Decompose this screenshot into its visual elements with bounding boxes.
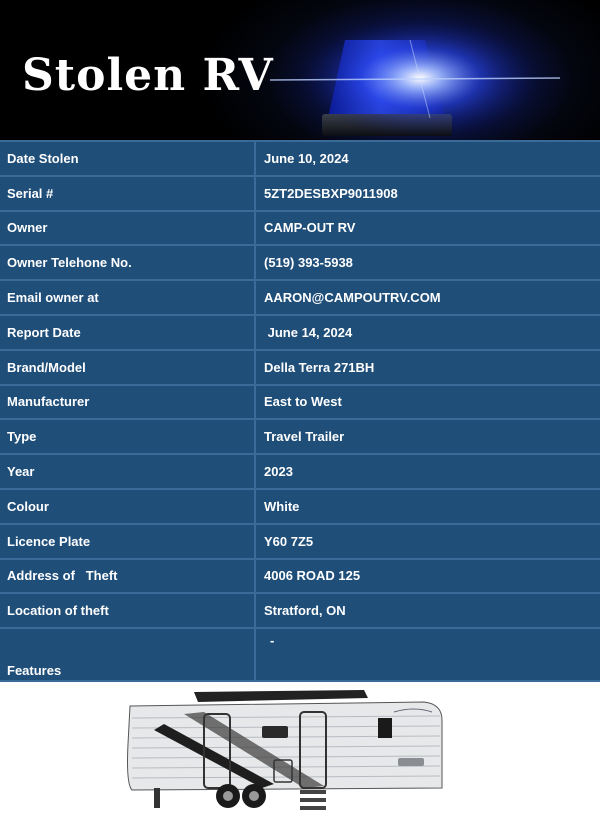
table-row <box>0 454 600 489</box>
table-row <box>0 385 600 420</box>
owner-email-link[interactable]: AARON@CAMPOUTRV.COM <box>255 280 600 315</box>
row-label: Type <box>0 419 255 454</box>
row-value: (519) 393-5938 <box>255 245 600 280</box>
row-label: Features <box>0 628 255 681</box>
row-label: Manufacturer <box>0 385 255 420</box>
row-value: CAMP-OUT RV <box>255 211 600 246</box>
table-row <box>0 211 600 246</box>
table-row <box>0 419 600 454</box>
row-value: 5ZT2DESBXP9011908 <box>255 176 600 211</box>
table-row <box>0 524 600 559</box>
row-label: Report Date <box>0 315 255 350</box>
row-value: - <box>255 628 600 681</box>
rv-trailer-photo-icon <box>124 684 454 818</box>
row-label: Brand/Model <box>0 350 255 385</box>
table-row <box>0 245 600 280</box>
row-label: Owner Telehone No. <box>0 245 255 280</box>
header-banner <box>0 0 600 140</box>
row-label: Address of Theft <box>0 559 255 594</box>
row-value: Y60 7Z5 <box>255 524 600 559</box>
table-row <box>0 176 600 211</box>
row-label: Owner <box>0 211 255 246</box>
row-value: Stratford, ON <box>255 593 600 628</box>
table-row <box>0 628 600 681</box>
row-label: Licence Plate <box>0 524 255 559</box>
page-title: Stolen RV <box>22 50 274 101</box>
stolen-rv-details-table <box>0 140 600 682</box>
row-label: Colour <box>0 489 255 524</box>
row-label: Serial # <box>0 176 255 211</box>
table-row <box>0 559 600 594</box>
row-value: 2023 <box>255 454 600 489</box>
table-row <box>0 350 600 385</box>
rv-photo <box>0 682 600 820</box>
row-value: East to West <box>255 385 600 420</box>
row-value: June 14, 2024 <box>255 315 600 350</box>
table-row <box>0 593 600 628</box>
row-label: Email owner at <box>0 280 255 315</box>
row-value: June 10, 2024 <box>255 141 600 176</box>
row-label: Location of theft <box>0 593 255 628</box>
table-row <box>0 315 600 350</box>
row-value: Travel Trailer <box>255 419 600 454</box>
row-value: 4006 ROAD 125 <box>255 559 600 594</box>
row-value: White <box>255 489 600 524</box>
row-label: Date Stolen <box>0 141 255 176</box>
row-value: Della Terra 271BH <box>255 350 600 385</box>
row-label: Year <box>0 454 255 489</box>
table-row <box>0 489 600 524</box>
table-row <box>0 280 600 315</box>
table-row <box>0 141 600 176</box>
